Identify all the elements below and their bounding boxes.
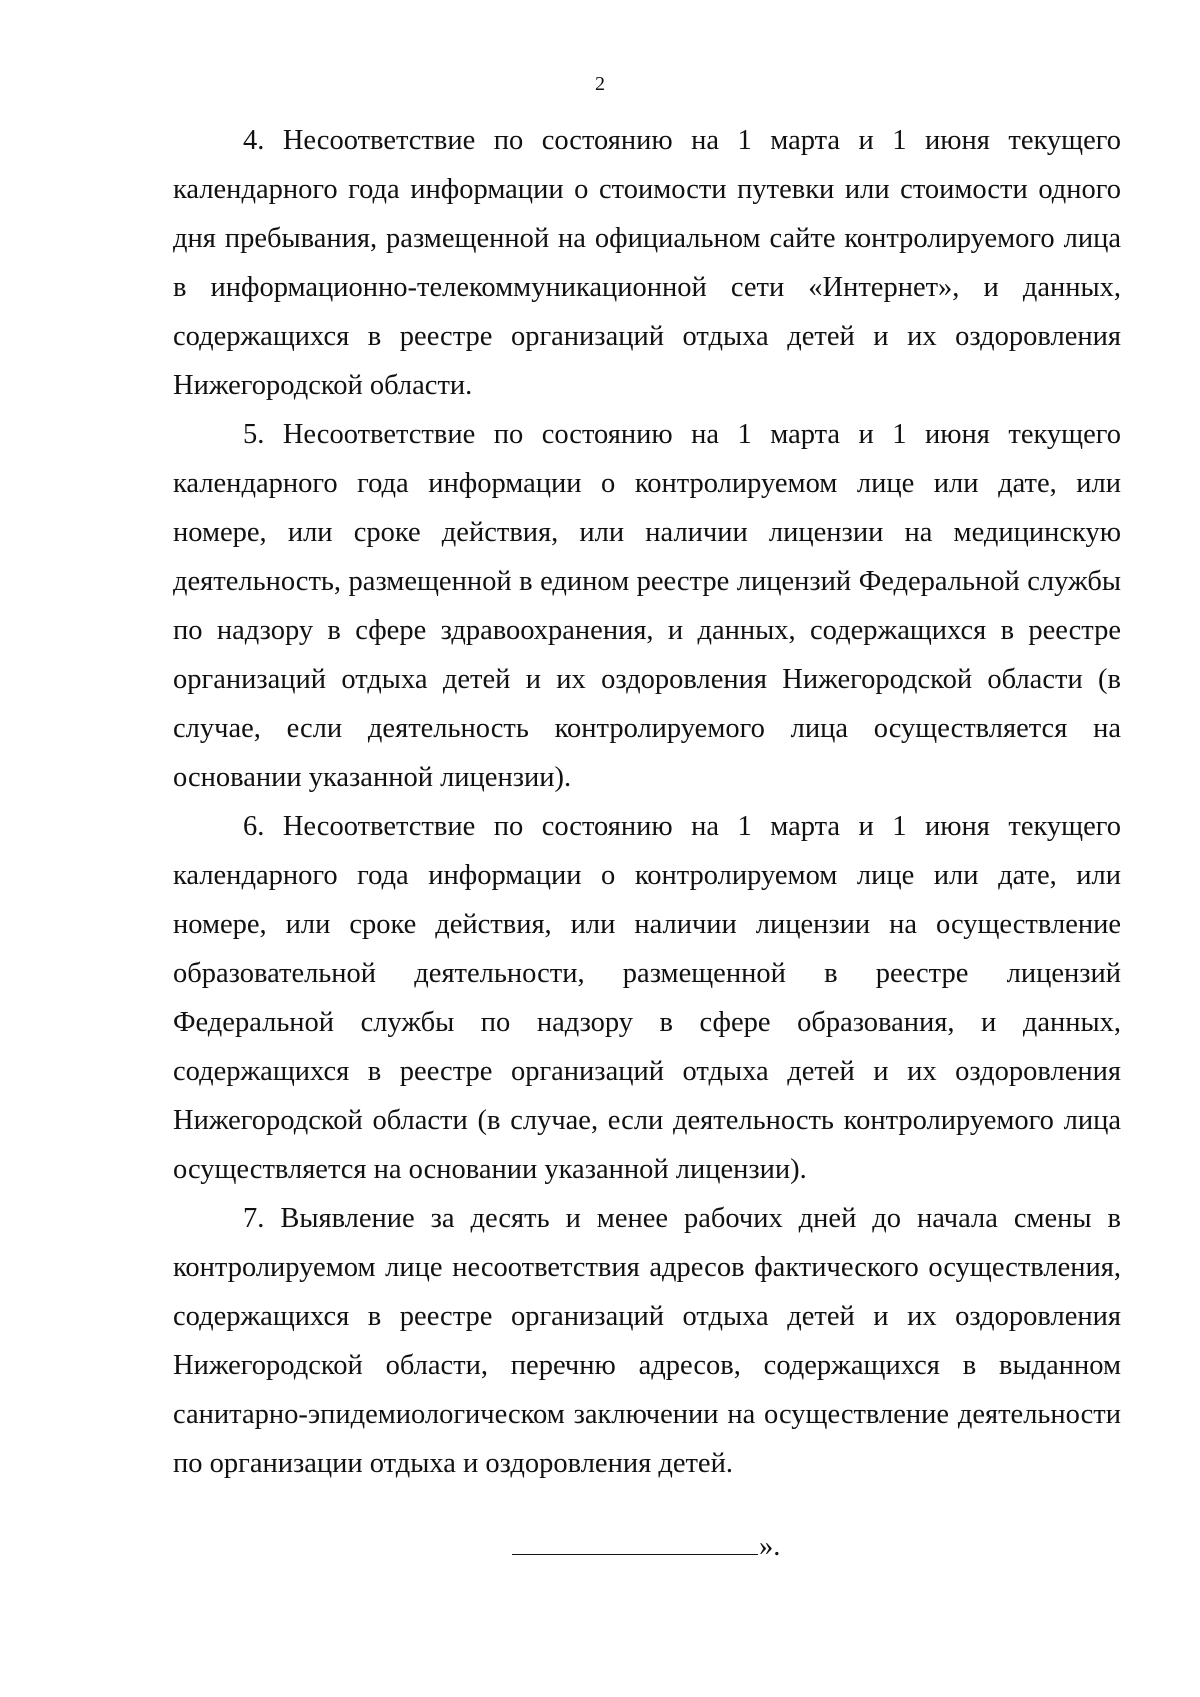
paragraph-item-6: 6. Несоответствие по состоянию на 1 марта и 1 июня текущего календарного года информации о контролируемом лице или дате, или номере, или сроке действия, или наличии лицензии на осуществление образовательной деятельности, размещенной в реестре лицензий Федеральной службы по надзору в сфере образования, и данных, содержащихся в реестре организаций отдыха детей и их оздоровления Нижегородской области (в случае, если деятельность контролируемого лица осуществляется на основании указанной лицензии). bbox=[173, 811, 1121, 1185]
paragraph-item-4: 4. Несоответствие по состоянию на 1 марта и 1 июня текущего календарного года информации о стоимости путевки или стоимости одного дня пребывания, размещенной на официальном сайте контролируемого лица в информационно-телекоммуникационной сети «Интернет», и данных, содержащихся в реестре организаций отдыха детей и их оздоровления Нижегородской области. bbox=[173, 125, 1121, 401]
page-number: 2 bbox=[595, 73, 605, 95]
closing-line bbox=[512, 1527, 780, 1567]
paragraph-item-7: 7. Выявление за десять и менее рабочих дней до начала смены в контролируемом лице несоответствия адресов фактического осуществления, содержащихся в реестре организаций отдыха детей и их оздоровления Нижегородской области, перечню адресов, содержащихся в выданном санитарно-эпидемиологическом заключении на осуществление деятельности по организации отдыха и оздоровления детей. bbox=[173, 1203, 1121, 1479]
closing-underline bbox=[512, 1554, 758, 1555]
paragraph-item-5: 5. Несоответствие по состоянию на 1 марта и 1 июня текущего календарного года информации о контролируемом лице или дате, или номере, или сроке действия, или наличии лицензии на медицинскую деятельность, размещенной в едином реестре лицензий Федеральной службы по надзору в сфере здравоохранения, и данных, содержащихся в реестре организаций отдыха детей и их оздоровления Нижегородской области (в случае, если деятельность контролируемого лица осуществляется на основании указанной лицензии). bbox=[173, 419, 1121, 793]
document-body bbox=[173, 116, 1121, 1488]
closing-quote-mark: ». bbox=[759, 1531, 781, 1562]
